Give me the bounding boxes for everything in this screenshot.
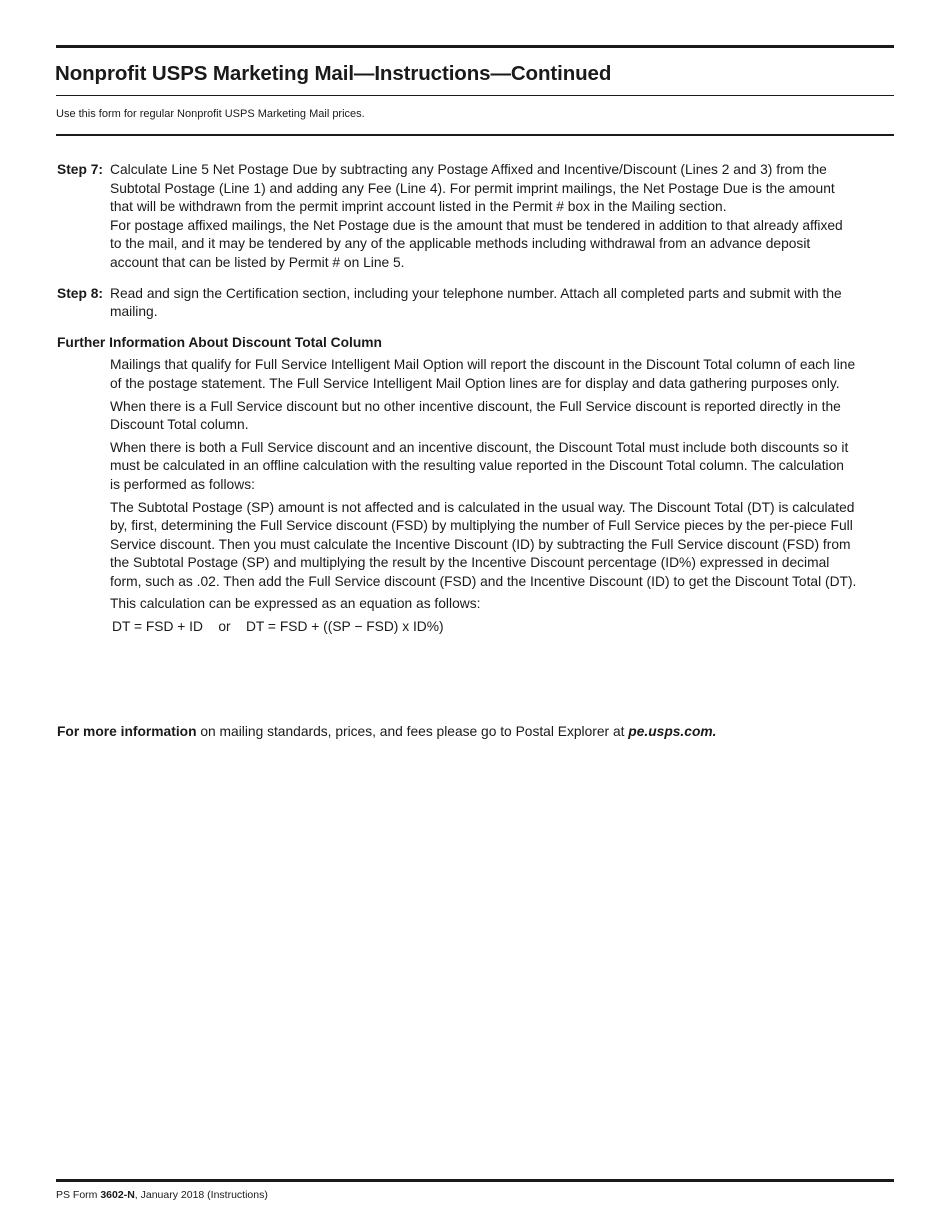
equation-simple: DT = FSD + ID [112, 619, 203, 635]
postal-explorer-link[interactable]: pe.usps.com. [628, 724, 717, 739]
further-info-body [57, 356, 857, 636]
further-info-paragraph: Mailings that qualify for Full Service Intelligent Mail Option will report the discount in the Discount Total column of each line of the postage statement. The Full Service Intelligent Mail Option lines are for display and data gathering purposes only. [110, 357, 856, 391]
equation-full: DT = FSD + ((SP − FSD) x ID%) [245, 619, 444, 635]
step-8 [57, 285, 857, 322]
further-info-paragraph: The Subtotal Postage (SP) amount is not affected and is calculated in the usual way. The Discount Total (DT) is calculated by, first, determining the Full Service discount (FSD) by multiplying the number of Full Service pieces by the per-piece Full Service discount. Then you must calculate the Incentive Discount (ID) by subtracting the Full Service discount (FSD) from the Subtotal Postage (SP) and multiplying the result by the Incentive Discount percentage (ID%) expressed in decimal form, such as .02. Then add the Full Service discount (FSD) and the Incentive Discount (ID) to get the Discount Total (DT). [110, 499, 857, 589]
footer-suffix: , January 2018 (Instructions) [134, 1189, 268, 1201]
footer-rule [56, 1179, 894, 1182]
step-8-paragraph: Read and sign the Certification section, including your telephone number. Attach all completed parts and submit with the mailing. [110, 285, 842, 320]
more-information-note [57, 723, 716, 742]
further-info-paragraph: When there is a Full Service discount but no other incentive discount, the Full Service discount is reported directly in the Discount Total column. [110, 398, 841, 433]
discount-equation [112, 618, 857, 637]
step-8-label: Step 8: [57, 285, 103, 301]
equation-separator: or [218, 619, 231, 635]
page-title: Nonprofit USPS Marketing Mail—Instructions—Continued [55, 62, 612, 85]
further-info-heading: Further Information About Discount Total Column [57, 334, 382, 350]
further-info-paragraph: When there is both a Full Service discount and an incentive discount, the Discount Total must include both discounts so it must be calculated in an offline calculation with the resulting value reported in the Discount Total column. The calculation is performed as follows: [110, 439, 849, 492]
instructions-content [57, 161, 857, 637]
step-7-paragraph: For postage affixed mailings, the Net Postage due is the amount that must be tendered in addition to that already affixed to the mail, and it may be tendered by any of the applicable methods including withdrawal from an advance deposit account that can be listed by Permit # on Line 5. [110, 217, 843, 270]
footer-prefix: PS Form [56, 1189, 101, 1201]
further-info-paragraph: This calculation can be expressed as an equation as follows: [110, 596, 481, 612]
form-number: 3602-N [100, 1189, 135, 1201]
step-7-label: Step 7: [57, 162, 103, 177]
top-rule [56, 45, 894, 48]
more-info-lead: For more information [57, 724, 197, 739]
title-divider [56, 95, 894, 96]
form-footer [56, 1189, 268, 1202]
step-7 [57, 161, 857, 273]
step-7-paragraph: Calculate Line 5 Net Postage Due by subtracting any Postage Affixed and Incentive/Discount (Lines 2 and 3) from the Subtotal Postage (Line 1) and adding any Fee (Line 4). For permit imprint mailings, the Net Postage Due is the amount that will be withdrawn from the permit imprint account listed in the Permit # box in the Mailing section. [110, 162, 835, 215]
more-info-text: on mailing standards, prices, and fees please go to Postal Explorer at [196, 724, 629, 739]
header-bottom-rule [56, 134, 894, 136]
form-usage-note: Use this form for regular Nonprofit USPS Marketing Mail prices. [56, 108, 365, 120]
